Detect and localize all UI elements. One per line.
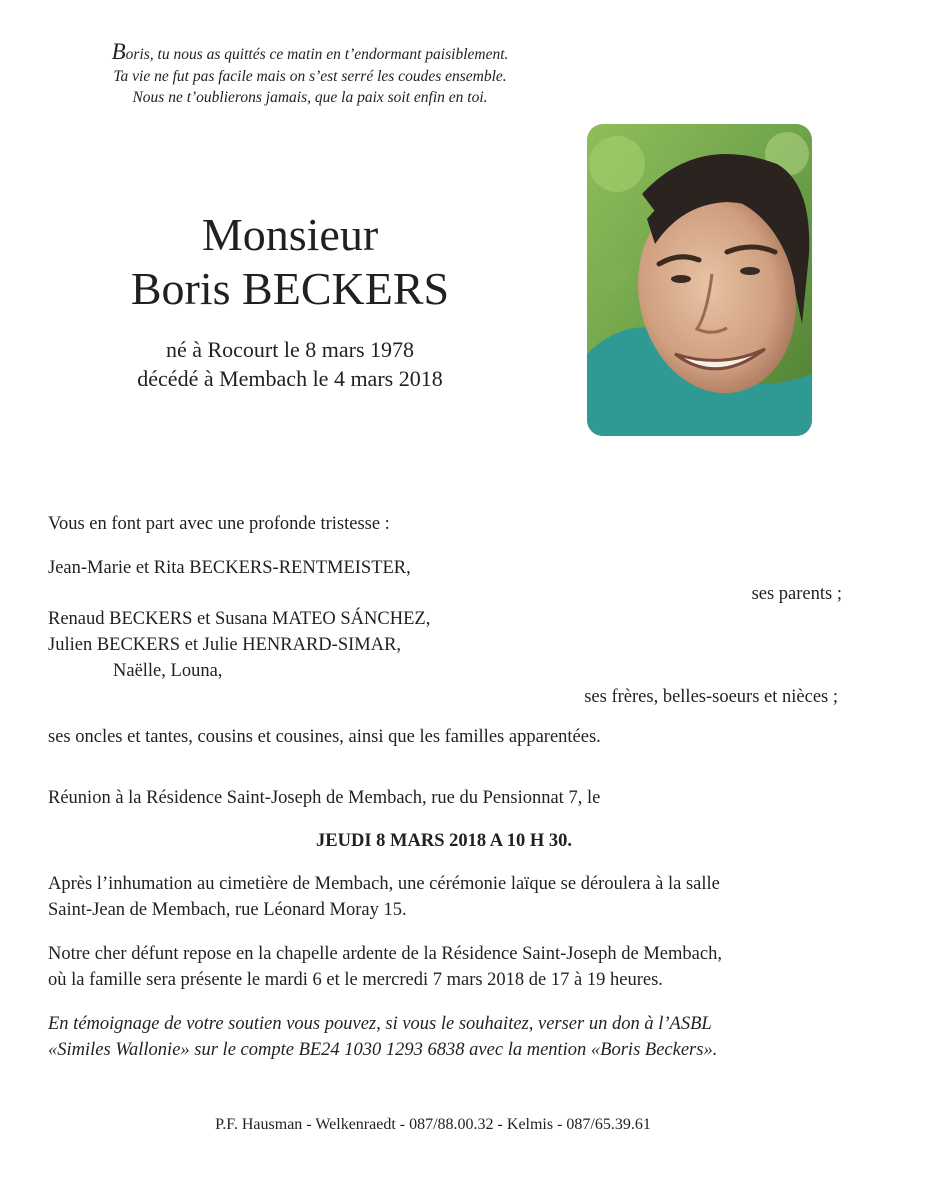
burial-line-1: Après l’inhumation au cimetière de Membach, une cérémonie laïque se déroulera à la salle bbox=[48, 874, 720, 894]
poem-line-3: Nous ne t’oublierons jamais, que la paix soit enfin en toi. bbox=[132, 89, 488, 106]
death-line: décédé à Membach le 4 mars 2018 bbox=[137, 366, 443, 391]
funeral-home-footer: P.F. Hausman - Welkenraedt - 087/88.00.32 - Kelmis - 087/65.39.61 bbox=[215, 1116, 651, 1133]
nieces: Naëlle, Louna, bbox=[113, 661, 223, 681]
sibling-couple-1: Renaud BECKERS et Susana MATEO SÁNCHEZ, bbox=[48, 609, 431, 629]
parents-role: ses parents ; bbox=[751, 584, 842, 604]
birth-line: né à Rocourt le 8 mars 1978 bbox=[165, 337, 415, 362]
poem-initial: B bbox=[111, 39, 126, 64]
poem-line-1 bbox=[40, 39, 580, 66]
civility: Monsieur bbox=[201, 209, 379, 260]
parents-names: Jean-Marie et Rita BECKERS-RENTMEISTER, bbox=[48, 558, 411, 578]
donation-line-2: «Similes Wallonie» sur le compte BE24 1030 1293 6838 avec la mention «Boris Beckers». bbox=[48, 1040, 718, 1060]
sibling-couple-2: Julien BECKERS et Julie HENRARD-SIMAR, bbox=[48, 635, 402, 655]
deceased-name-block bbox=[60, 208, 520, 316]
visitation-paragraph bbox=[48, 941, 840, 993]
life-dates bbox=[60, 335, 520, 393]
visitation-line-1: Notre cher défunt repose en la chapelle ardente de la Résidence Saint-Joseph de Membach, bbox=[48, 944, 722, 964]
deceased-name: Boris BECKERS bbox=[130, 263, 450, 314]
memorial-poem bbox=[40, 39, 580, 109]
portrait-illustration bbox=[587, 124, 812, 436]
donation-paragraph bbox=[48, 1011, 840, 1063]
visitation-line-2: où la famille sera présente le mardi 6 et le mercredi 7 mars 2018 de 17 à 19 heures. bbox=[48, 970, 663, 990]
siblings-role: ses frères, belles-soeurs et nièces ; bbox=[584, 687, 838, 707]
burial-paragraph bbox=[48, 871, 840, 923]
poem-line-2: Ta vie ne fut pas facile mais on s’est serré les coudes ensemble. bbox=[113, 67, 507, 85]
poem-line-1-text: oris, tu nous as quittés ce matin en t’endormant paisiblement. bbox=[125, 46, 509, 63]
other-relatives: ses oncles et tantes, cousins et cousines, ainsi que les familles apparentées. bbox=[48, 727, 601, 747]
ceremony-datetime: JEUDI 8 MARS 2018 A 10 H 30. bbox=[316, 831, 572, 851]
burial-line-2: Saint-Jean de Membach, rue Léonard Moray 15. bbox=[48, 900, 407, 920]
portrait-photo bbox=[587, 124, 812, 436]
gathering-info: Réunion à la Résidence Saint-Joseph de Membach, rue du Pensionnat 7, le bbox=[48, 788, 601, 808]
donation-line-1: En témoignage de votre soutien vous pouvez, si vous le souhaitez, verser un don à l’ASBL bbox=[48, 1014, 712, 1034]
announcement-intro: Vous en font part avec une profonde tristesse : bbox=[48, 514, 390, 534]
